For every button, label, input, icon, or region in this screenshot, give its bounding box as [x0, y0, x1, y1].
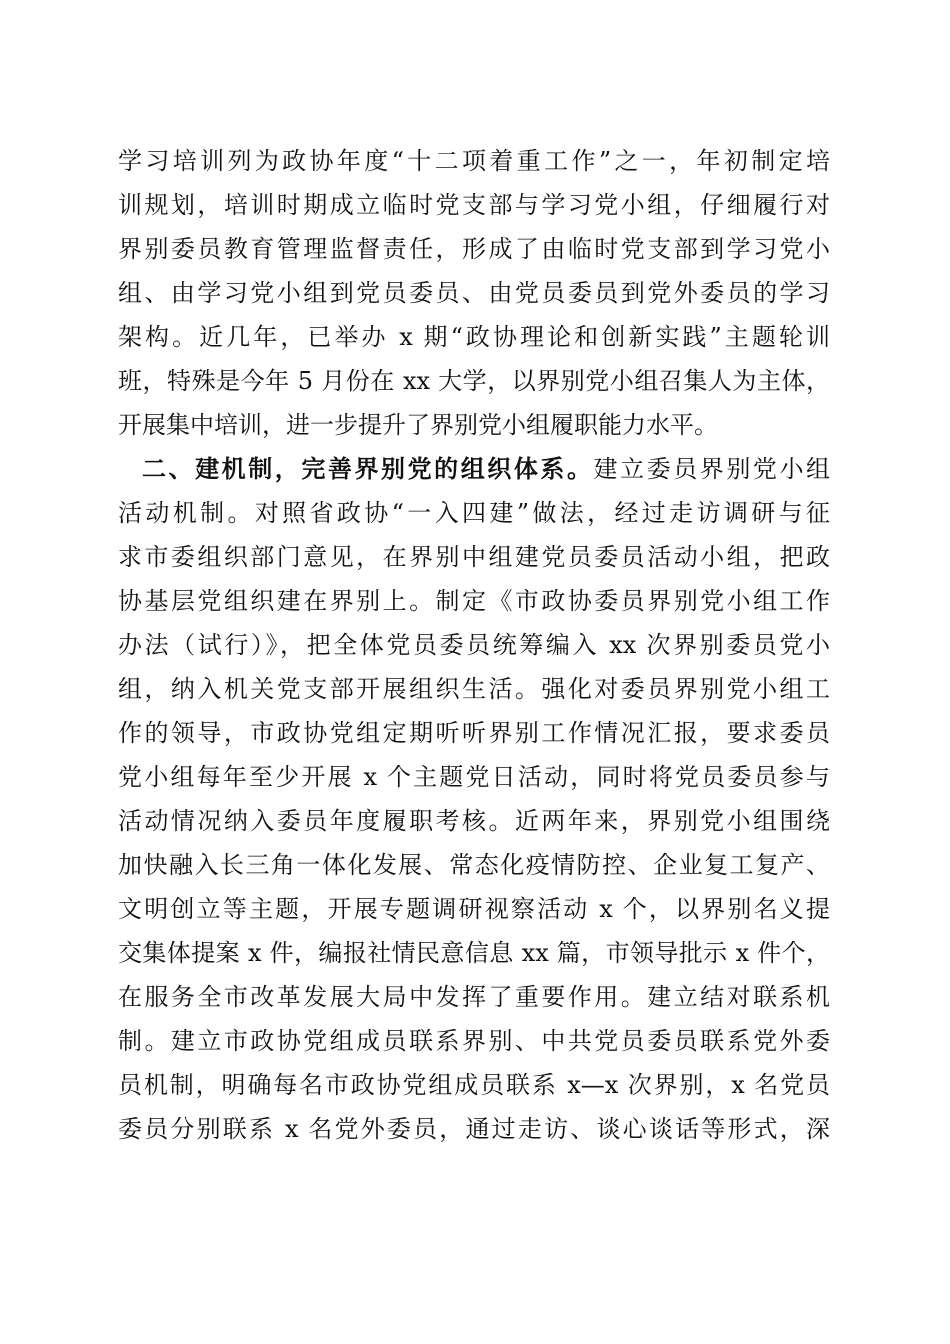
text-line: 架构。近几年，已举办 x 期“政协理论和创新实践”主题轮训: [118, 323, 830, 351]
text-line: 组、由学习党小组到党员委员、由党员委员到党外委员的学习: [118, 279, 830, 307]
section-heading-line: [118, 447, 830, 491]
text-line: 员机制，明确每名市政协党组成员联系 x—x 次界别，x 名党员: [118, 1071, 830, 1099]
text-line: 委员分别联系 x 名党外委员，通过走访、谈心谈话等形式，深: [118, 1115, 830, 1143]
text-line: 界别委员教育管理监督责任，形成了由临时党支部到学习党小: [118, 235, 830, 263]
text-line: 制。建立市政协党组成员联系界别、中共党员委员联系党外委: [118, 1027, 830, 1055]
text-line: 党小组每年至少开展 x 个主题党日活动，同时将党员委员参与: [118, 763, 830, 791]
text-line: 交集体提案 x 件，编报社情民意信息 xx 篇，市领导批示 x 件个，: [118, 939, 830, 967]
text-fragment: 建立委员界别党小组: [593, 455, 830, 483]
text-line: 活动机制。对照省政协“一入四建”做法，经过走访调研与征: [118, 499, 830, 527]
text-line: 作的领导，市政协党组定期听听界别工作情况汇报，要求委员: [118, 719, 830, 747]
document-body: [118, 139, 830, 1151]
text-line: 训规划，培训时期成立临时党支部与学习党小组，仔细履行对: [118, 191, 830, 219]
text-line: 活动情况纳入委员年度履职考核。近两年来，界别党小组围绕: [118, 807, 830, 835]
section-heading: 二、建机制，完善界别党的组织体系。: [142, 455, 594, 483]
text-line: 开展集中培训，进一步提升了界别党小组履职能力水平。: [118, 411, 718, 439]
text-line: 求市委组织部门意见，在界别中组建党员委员活动小组，把政: [118, 543, 830, 571]
text-line: 文明创立等主题，开展专题调研视察活动 x 个，以界别名义提: [118, 895, 830, 923]
text-line: 班，特殊是今年 5 月份在 xx 大学，以界别党小组召集人为主体，: [118, 367, 830, 395]
paragraph-mechanism: [118, 447, 830, 1151]
text-line: 加快融入长三角一体化发展、常态化疫情防控、企业复工复产、: [118, 851, 830, 879]
text-line: 办法（试行）》，把全体党员委员统筹编入 xx 次界别委员党小: [118, 631, 830, 659]
text-line: 在服务全市改革发展大局中发挥了重要作用。建立结对联系机: [118, 983, 830, 1011]
text-line: 学习培训列为政协年度“十二项着重工作”之一，年初制定培: [118, 147, 830, 175]
paragraph-training: [118, 139, 830, 447]
text-line: 组，纳入机关党支部开展组织生活。强化对委员界别党小组工: [118, 675, 830, 703]
text-line: 协基层党组织建在界别上。制定《市政协委员界别党小组工作: [118, 587, 830, 615]
